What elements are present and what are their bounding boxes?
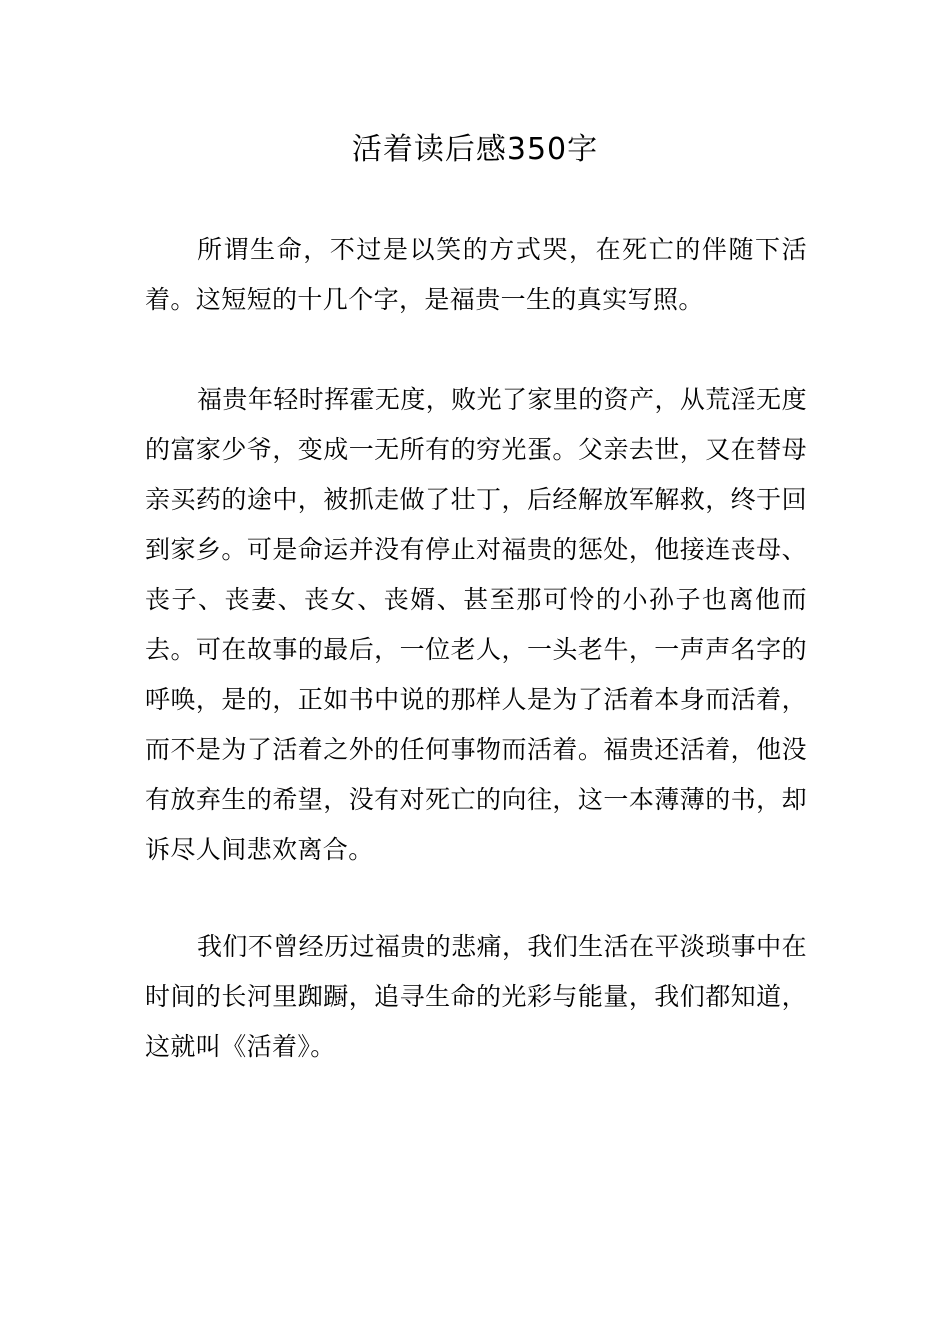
document-title: 活着读后感350字 — [351, 132, 599, 167]
paragraph-story: 福贵年轻时挥霍无度，败光了家里的资产，从荒淫无度的富家少爷，变成一无所有的穷光蛋。父亲去世，又在替母亲买药的途中，被抓走做了壮丁，后经解放军解救，终于回到家乡。可是命运并没有停止对福贵的惩处，他接连丧母、丧子、丧妻、丧女、丧婿、甚至那可怜的小孙子也离他而去。可在故事的最后，一位老人，一头老牛，一声声名字的呼唤，是的，正如书中说的那样人是为了活着本身而活着，而不是为了活着之外的任何事物而活着。福贵还活着，他没有放弃生的希望，没有对死亡的向往，这一本薄薄的书，却诉尽人间悲欢离合。 — [145, 385, 807, 864]
paragraph-intro: 所谓生命，不过是以笑的方式哭，在死亡的伴随下活着。这短短的十几个字，是福贵一生的真实写照。 — [145, 235, 807, 314]
paragraph-conclusion: 我们不曾经历过福贵的悲痛，我们生活在平淡琐事中在时间的长河里踟蹰，追寻生命的光彩与能量，我们都知道，这就叫《活着》。 — [145, 932, 807, 1061]
